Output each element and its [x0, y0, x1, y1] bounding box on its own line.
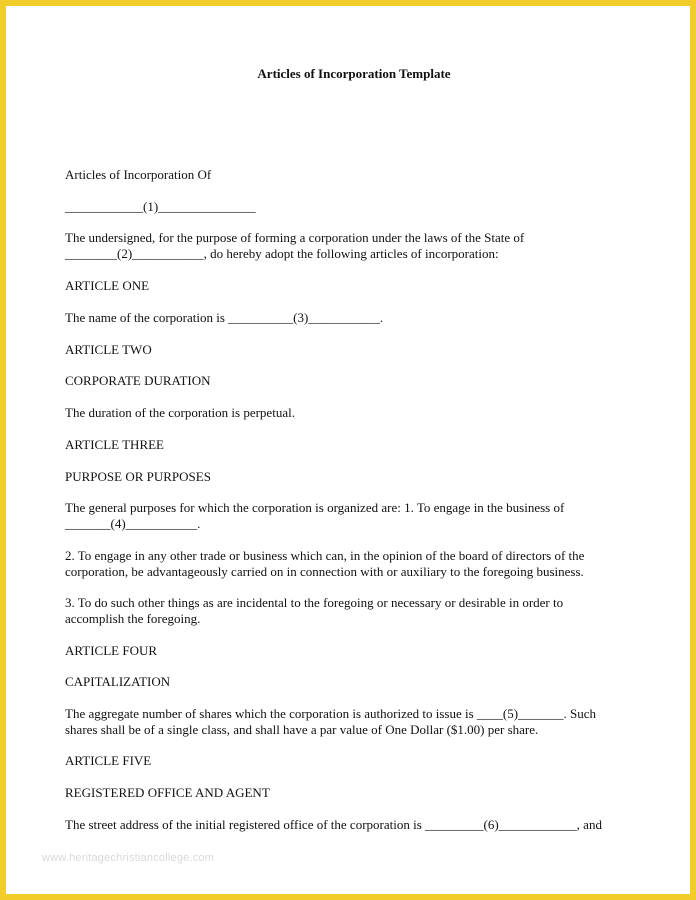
article-four-line-1: The aggregate number of shares which the corporation is authorized to issue is ____(5)_______. Such [65, 706, 597, 721]
article-five-title: ARTICLE FIVE [65, 753, 152, 768]
article-three-p2-line-2: corporation, be advantageously carried on in connection with or auxiliary to the foregoing business. [65, 564, 584, 579]
article-three-subtitle: PURPOSE OR PURPOSES [65, 469, 211, 484]
blank-field-1: ____________(1)_______________ [65, 199, 256, 214]
article-three-p1-line-2: _______(4)___________. [65, 516, 201, 531]
article-four-subtitle: CAPITALIZATION [65, 674, 171, 689]
intro-line-2: ________(2)___________, do hereby adopt the following articles of incorporation: [65, 246, 499, 261]
article-three-p1-line-1: The general purposes for which the corporation is organized are: 1. To engage in the business of [65, 500, 565, 515]
article-three-p3-line-1: 3. To do such other things as are incidental to the foregoing or necessary or desirable in order to [65, 595, 564, 610]
document-title: Articles of Incorporation Template [257, 66, 451, 81]
article-two-text: The duration of the corporation is perpetual. [65, 405, 295, 420]
article-five-subtitle: REGISTERED OFFICE AND AGENT [65, 785, 270, 800]
article-two-title: ARTICLE TWO [65, 342, 152, 357]
article-three-p2-line-1: 2. To engage in any other trade or business which can, in the opinion of the board of directors of the [65, 548, 585, 563]
article-one-text: The name of the corporation is __________(3)___________. [65, 310, 384, 325]
article-three-title: ARTICLE THREE [65, 437, 164, 452]
watermark-text: www.heritagechristiancollege.com [42, 852, 215, 864]
article-one-title: ARTICLE ONE [65, 278, 150, 293]
article-two-subtitle: CORPORATE DURATION [65, 373, 211, 388]
document-heading: Articles of Incorporation Of [65, 167, 212, 182]
article-three-p3-line-2: accomplish the foregoing. [65, 611, 201, 626]
article-five-line-1: The street address of the initial registered office of the corporation is _________(6)____________, and [65, 817, 602, 832]
article-four-line-2: shares shall be of a single class, and shall have a par value of One Dollar ($1.00) per share. [65, 722, 539, 737]
article-four-title: ARTICLE FOUR [65, 643, 158, 658]
intro-line-1: The undersigned, for the purpose of forming a corporation under the laws of the State of [65, 230, 525, 245]
document-page [6, 6, 690, 894]
